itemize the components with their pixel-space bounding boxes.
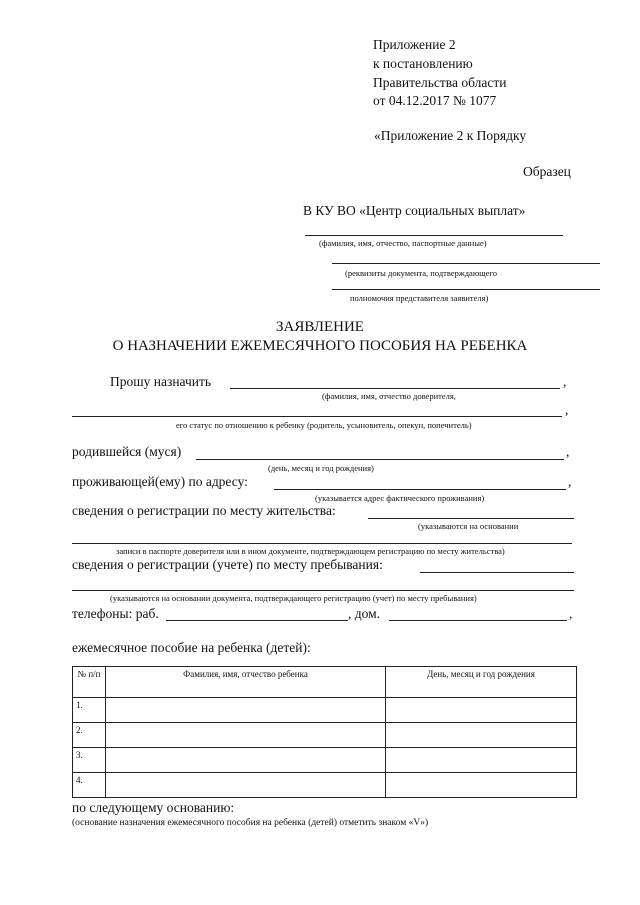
reg-stay-line-2 (72, 590, 574, 591)
row-number: 2. (73, 723, 106, 748)
sample-label: Образец (523, 164, 571, 179)
phone-comma: , (569, 606, 573, 621)
document-hint-1: (реквизиты документа, подтверждающего (345, 268, 498, 278)
child-name-cell (106, 748, 386, 773)
status-line (72, 416, 562, 417)
fio-hint: (фамилия, имя, отчество, паспортные данные) (319, 238, 487, 248)
status-comma: , (565, 402, 569, 417)
reg-residence-line (368, 518, 574, 519)
born-hint: (день, месяц и год рождения) (268, 463, 374, 473)
born-line (196, 459, 564, 460)
birth-date-cell (386, 773, 577, 798)
fio-line (305, 235, 563, 236)
row-number: 4. (73, 773, 106, 798)
reg-stay-line (420, 572, 574, 573)
reg-residence-hint-2: записи в паспорте доверителя или в ином документе, подтверждающем регистрацию по месту жительства) (116, 546, 505, 556)
born-label: родившейся (муся) (72, 444, 182, 459)
basis-hint: (основание назначения ежемесячного пособия на ребенка (детей) отметить знаком «V») (72, 818, 429, 828)
column-header-number: № п/п (73, 667, 106, 698)
column-header-child-name: Фамилия, имя, отчество ребенка (106, 667, 386, 698)
reg-residence-line-2 (72, 543, 572, 544)
table-row (73, 723, 577, 748)
phone-home-line (389, 620, 567, 621)
children-table (72, 666, 577, 798)
table-row (73, 698, 577, 723)
living-line (274, 489, 566, 490)
reg-stay-label: сведения о регистрации (учете) по месту пребывания: (72, 557, 383, 572)
living-comma: , (568, 474, 572, 489)
reg-stay-hint: (указываются на основании документа, подтверждающего регистрацию (учет) по месту пребывания) (110, 593, 477, 603)
appendix-label: Приложение 2 (373, 37, 456, 52)
addressee-organization: В КУ ВО «Центр социальных выплат» (303, 203, 526, 218)
table-row (73, 748, 577, 773)
living-label: проживающей(ему) по адресу: (72, 474, 248, 489)
order-appendix-label: «Приложение 2 к Порядку (374, 128, 527, 143)
document-hint-2: полномочия представителя заявителя) (350, 293, 489, 303)
phone-work-label: телефоны: раб. (72, 606, 159, 621)
reg-residence-label: сведения о регистрации по месту жительства: (72, 503, 336, 518)
page-title: ЗАЯВЛЕНИЕ (276, 319, 364, 335)
born-comma: , (566, 444, 570, 459)
resolution-label: к постановлению (373, 56, 473, 71)
birth-date-cell (386, 723, 577, 748)
document-line (332, 263, 600, 264)
resolution-date-number: от 04.12.2017 № 1077 (373, 93, 497, 108)
request-label: Прошу назначить (110, 374, 212, 389)
row-number: 3. (73, 748, 106, 773)
status-hint: его статус по отношению к ребенку (родитель, усыновитель, опекун, попечитель) (176, 420, 472, 430)
phone-home-label: , дом. (348, 606, 381, 621)
phone-work-line (166, 620, 348, 621)
birth-date-cell (386, 748, 577, 773)
basis-label: по следующему основанию: (72, 800, 235, 815)
request-hint: (фамилия, имя, отчество доверителя, (322, 391, 456, 401)
column-header-birth-date: День, месяц и год рождения (386, 667, 577, 698)
child-name-cell (106, 698, 386, 723)
page-subtitle: О НАЗНАЧЕНИИ ЕЖЕМЕСЯЧНОГО ПОСОБИЯ НА РЕБЕНКА (112, 338, 528, 354)
row-number: 1. (73, 698, 106, 723)
request-comma: , (563, 374, 567, 389)
child-name-cell (106, 723, 386, 748)
monthly-allowance-label: ежемесячное пособие на ребенка (детей): (72, 640, 311, 655)
table-row (73, 773, 577, 798)
reg-residence-hint: (указываются на основании (418, 521, 519, 531)
birth-date-cell (386, 698, 577, 723)
request-line (230, 388, 560, 389)
child-name-cell (106, 773, 386, 798)
table-header-row (73, 667, 577, 698)
government-label: Правительства области (373, 75, 507, 90)
authority-line (332, 289, 600, 290)
living-hint: (указывается адрес фактического проживания) (315, 493, 485, 503)
